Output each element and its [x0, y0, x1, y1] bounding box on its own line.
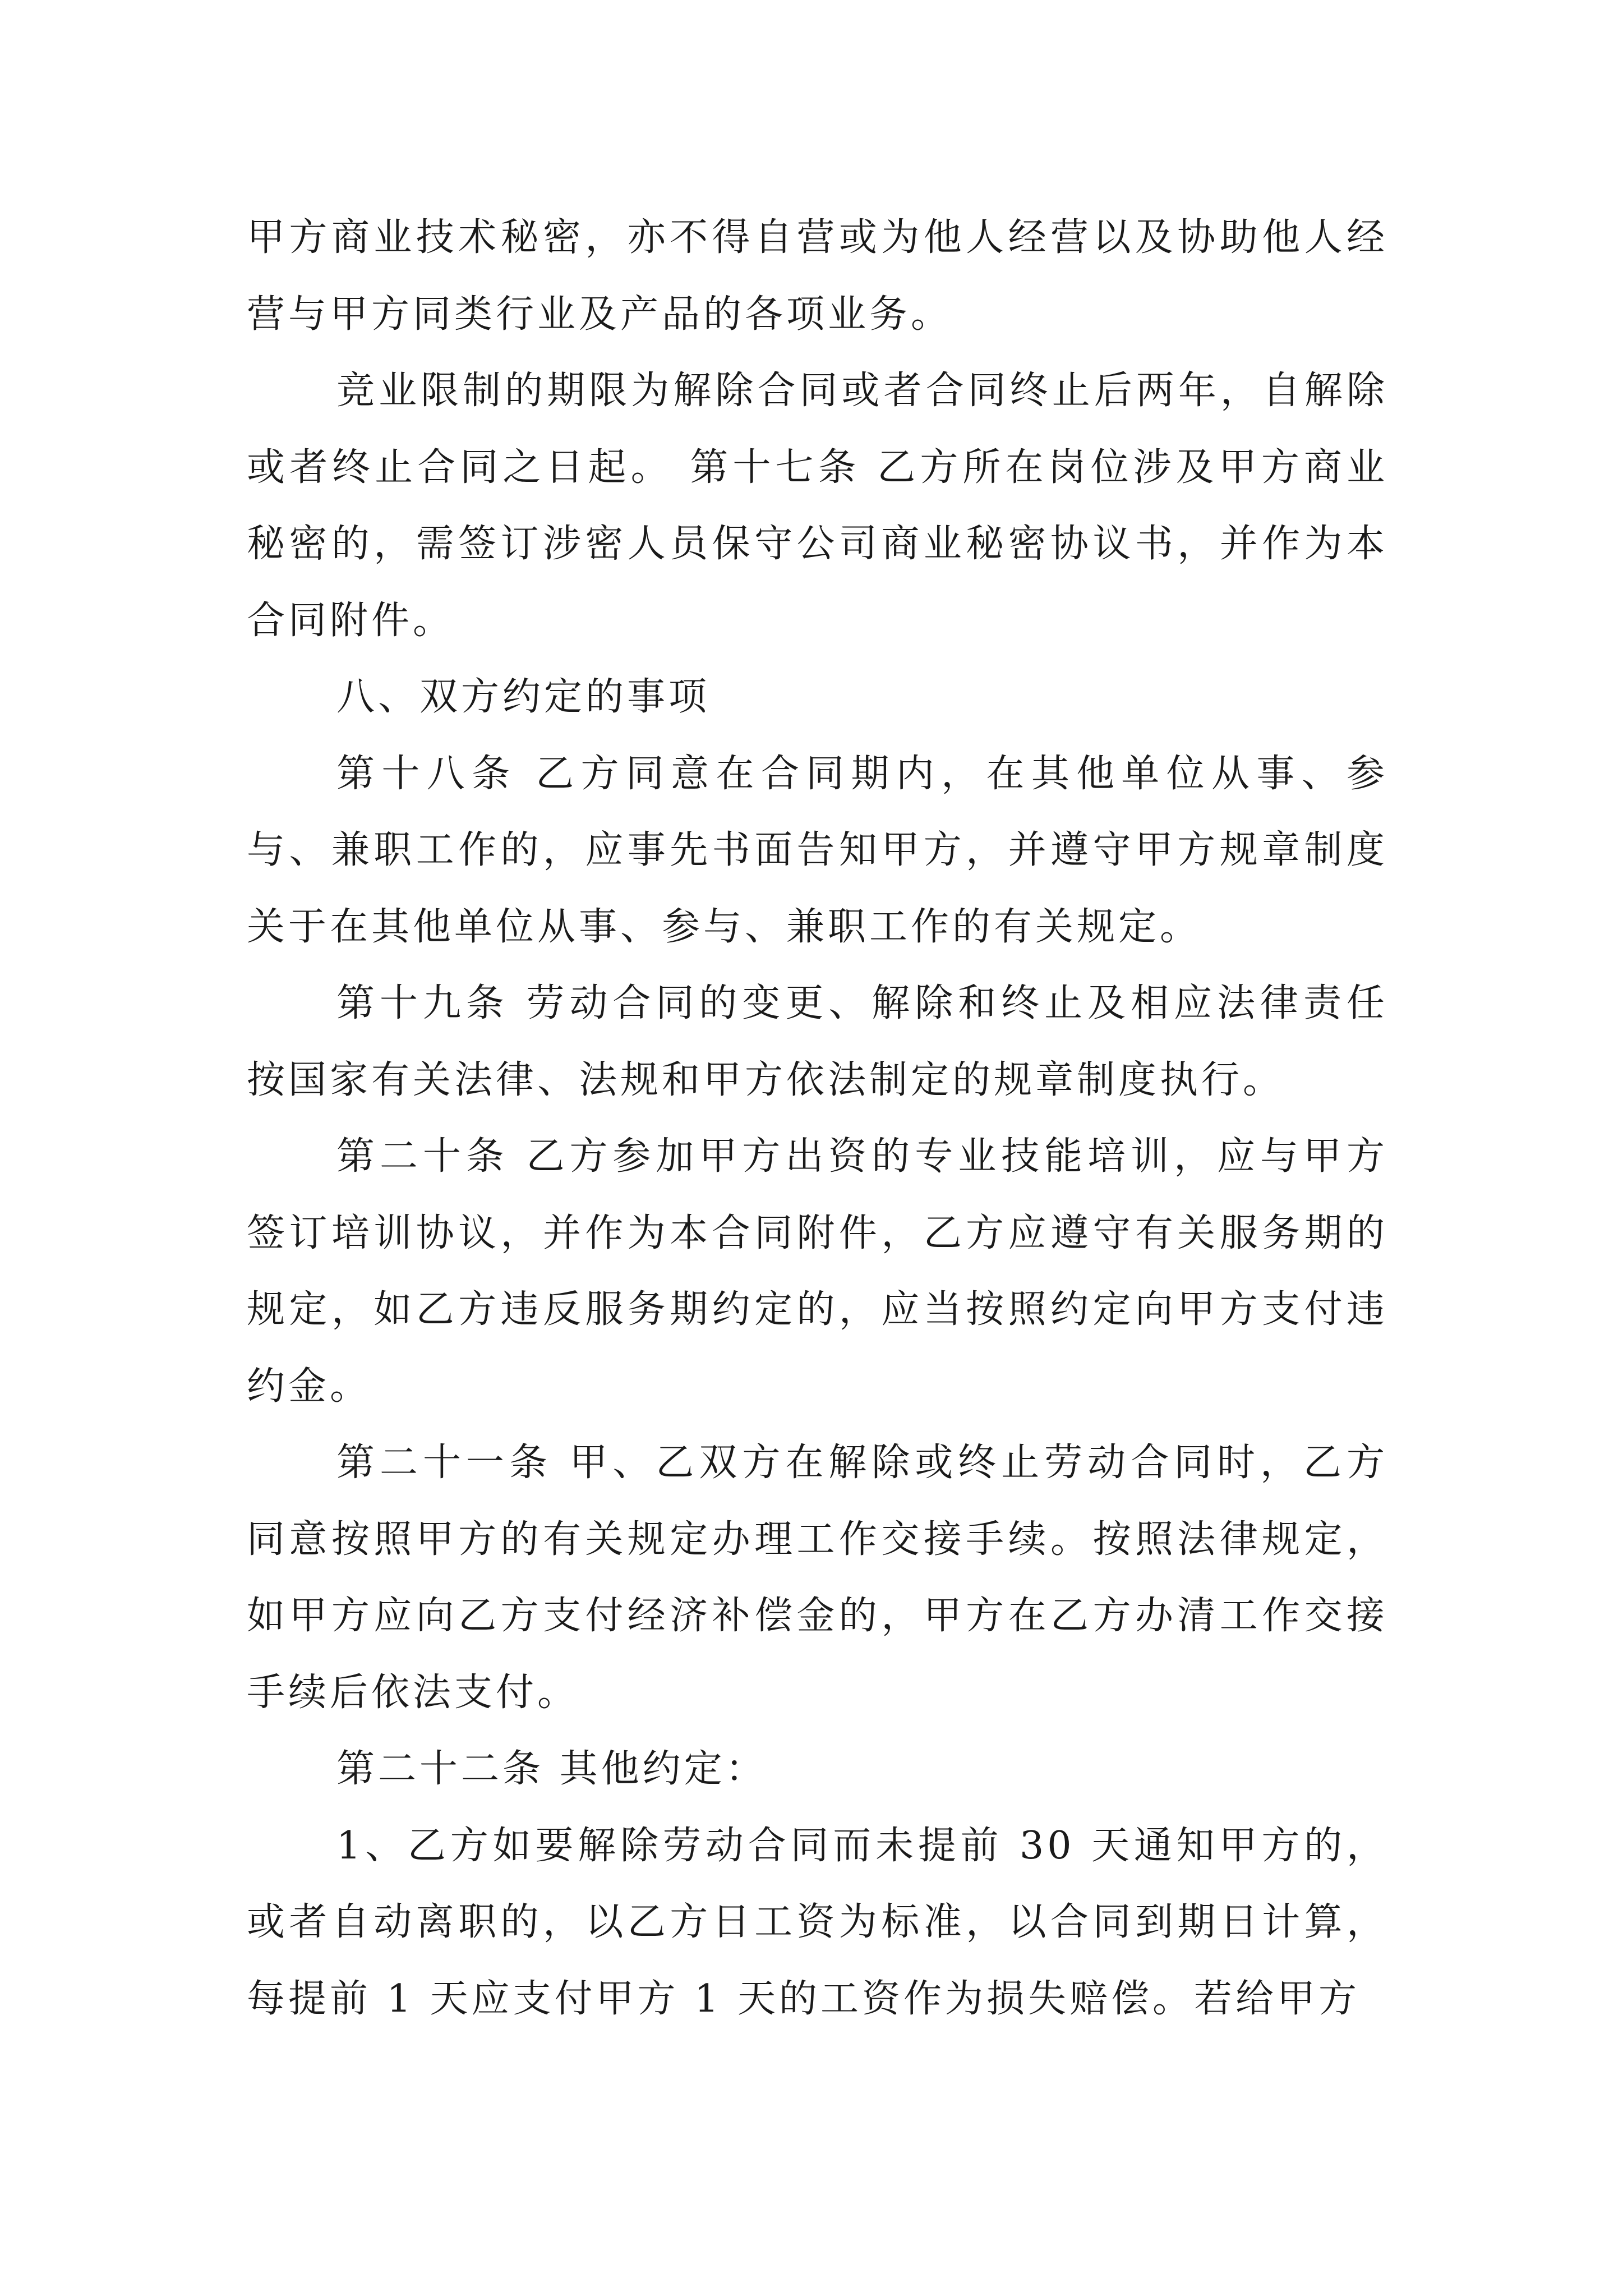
article-22-item-1: 1、乙方如要解除劳动合同而未提前 30 天通知甲方的，或者自动离职的，以乙方日工资为标准，以合同到期日计算，每提前 1 天应支付甲方 1 天的工资作为损失赔偿。若给甲方	[247, 1823, 1388, 2021]
section-heading-8: 八、双方约定的事项	[336, 675, 711, 719]
paragraph-2: 竞业限制的期限为解除合同或者合同终止后两年，自解除或者终止合同之日起。 第十七条 乙方所在岗位涉及甲方商业秘密的，需签订涉密人员保守公司商业秘密协议书，并作为本合同附件。	[247, 369, 1388, 643]
article-18: 第十八条 乙方同意在合同期内，在其他单位从事、参与、兼职工作的，应事先书面告知甲方，并遵守甲方规章制度关于在其他单位从事、参与、兼职工作的有关规定。	[247, 751, 1388, 949]
article-19: 第十九条 劳动合同的变更、解除和终止及相应法律责任按国家有关法律、法规和甲方依法制定的规章制度执行。	[247, 981, 1388, 1102]
article-22: 第二十二条 其他约定：	[336, 1747, 767, 1791]
paragraph-1: 甲方商业技术秘密，亦不得自营或为他人经营以及协助他人经营与甲方同类行业及产品的各项业务。	[247, 215, 1388, 337]
article-21: 第二十一条 甲、乙双方在解除或终止劳动合同时，乙方同意按照甲方的有关规定办理工作交接手续。按照法律规定，如甲方应向乙方支付经济补偿金的，甲方在乙方办清工作交接手续后依法支付。	[247, 1441, 1388, 1715]
article-20: 第二十条 乙方参加甲方出资的专业技能培训，应与甲方签订培训协议，并作为本合同附件，乙方应遵守有关服务期的规定，如乙方违反服务期约定的，应当按照约定向甲方支付违约金。	[247, 1134, 1388, 1409]
document-body	[247, 200, 1388, 2037]
